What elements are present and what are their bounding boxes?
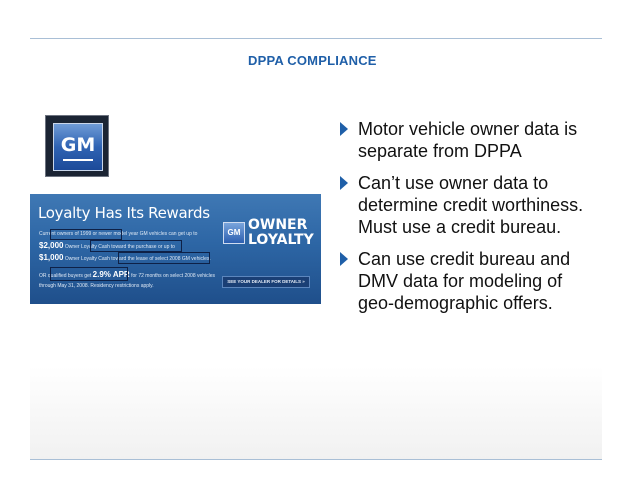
banner-headline: Loyalty Has Its Rewards <box>38 204 210 222</box>
banner-amount-1: $2,000 <box>39 241 64 250</box>
bullet-item <box>338 248 590 314</box>
banner-gm-icon: GM <box>223 222 245 244</box>
bullet-list <box>338 118 590 324</box>
banner-outline-box <box>118 252 210 264</box>
top-rule <box>30 38 602 39</box>
gm-logo-text: GM <box>60 134 96 156</box>
bullet-text: Can use credit bureau and DMV data for modeling of geo-demographic offers. <box>358 249 571 313</box>
banner-amount-2: $1,000 <box>39 253 64 262</box>
gm-logo-badge <box>53 123 103 171</box>
banner-line-1: Current owners of 1999 or newer model year GM vehicles can get up to <box>39 231 198 237</box>
triangle-bullet-icon <box>340 176 348 190</box>
banner-brand-loyalty: LOYALTY <box>248 232 314 248</box>
gm-logo-underline <box>63 159 93 161</box>
loyalty-banner-image <box>30 194 321 304</box>
triangle-bullet-icon <box>340 122 348 136</box>
banner-brand-owner: OWNER <box>248 217 308 233</box>
bullet-item <box>338 118 590 162</box>
bullet-text: Motor vehicle owner data is separate from DPPA <box>358 119 578 161</box>
triangle-bullet-icon <box>340 252 348 266</box>
banner-outline-box <box>50 267 128 281</box>
banner-outline-box <box>50 229 122 240</box>
slide-title: DPPA COMPLIANCE <box>248 53 377 68</box>
bullet-item <box>338 172 590 238</box>
banner-line-4a: OR qualified buyers get <box>39 273 92 279</box>
banner-line-2: Owner Loyalty Cash toward the purchase or up to <box>64 244 175 250</box>
banner-outline-box <box>90 240 182 252</box>
banner-line-5: through May 31, 2008. Residency restrictions apply. <box>39 283 154 289</box>
bullet-text: Can’t use owner data to determine credit worthiness. Must use a credit bureau. <box>358 173 584 237</box>
banner-apr: 2.9% APR <box>92 270 130 279</box>
banner-line-3: Owner Loyalty Cash toward the lease of select 2008 GM vehicles. <box>64 256 211 262</box>
banner-line-4b: for 72 months on select 2008 vehicles <box>131 273 216 279</box>
gm-logo <box>46 116 108 176</box>
bottom-rule <box>30 459 602 460</box>
see-dealer-button: SEE YOUR DEALER FOR DETAILS » <box>222 276 310 288</box>
